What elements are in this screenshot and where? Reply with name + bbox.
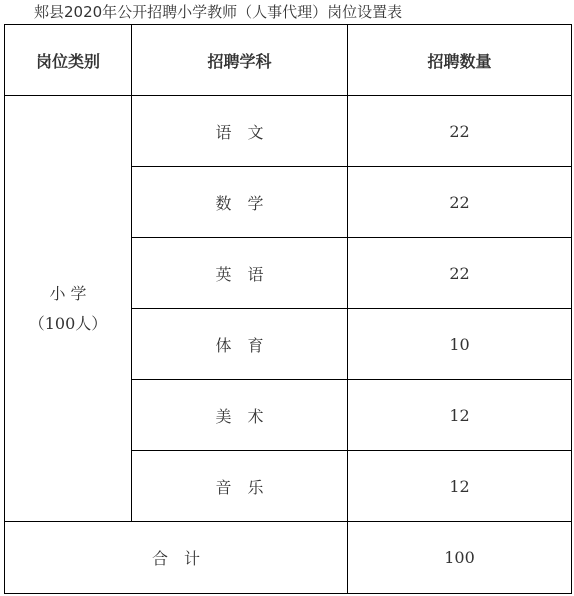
category-cell	[5, 96, 132, 522]
header-quantity: 招聘数量	[348, 25, 572, 96]
page-title: 郏县2020年公开招聘小学教师（人事代理）岗位设置表	[34, 3, 403, 21]
subject-cell: 音 乐	[132, 451, 348, 522]
total-label: 合 计	[5, 522, 348, 594]
header-row	[5, 25, 572, 96]
subject-cell: 体 育	[132, 309, 348, 380]
table-row	[5, 96, 572, 167]
category-count: （100人）	[28, 313, 108, 333]
header-subject: 招聘学科	[132, 25, 348, 96]
subject-cell: 数 学	[132, 167, 348, 238]
quantity-cell: 22	[348, 167, 572, 238]
total-row	[5, 522, 572, 594]
position-table	[4, 24, 572, 594]
quantity-cell: 22	[348, 96, 572, 167]
quantity-cell: 12	[348, 380, 572, 451]
total-value: 100	[348, 522, 572, 594]
header-category: 岗位类别	[5, 25, 132, 96]
category-name: 小 学	[49, 283, 87, 303]
quantity-cell: 10	[348, 309, 572, 380]
subject-cell: 语 文	[132, 96, 348, 167]
quantity-cell: 22	[348, 238, 572, 309]
subject-cell: 美 术	[132, 380, 348, 451]
quantity-cell: 12	[348, 451, 572, 522]
subject-cell: 英 语	[132, 238, 348, 309]
